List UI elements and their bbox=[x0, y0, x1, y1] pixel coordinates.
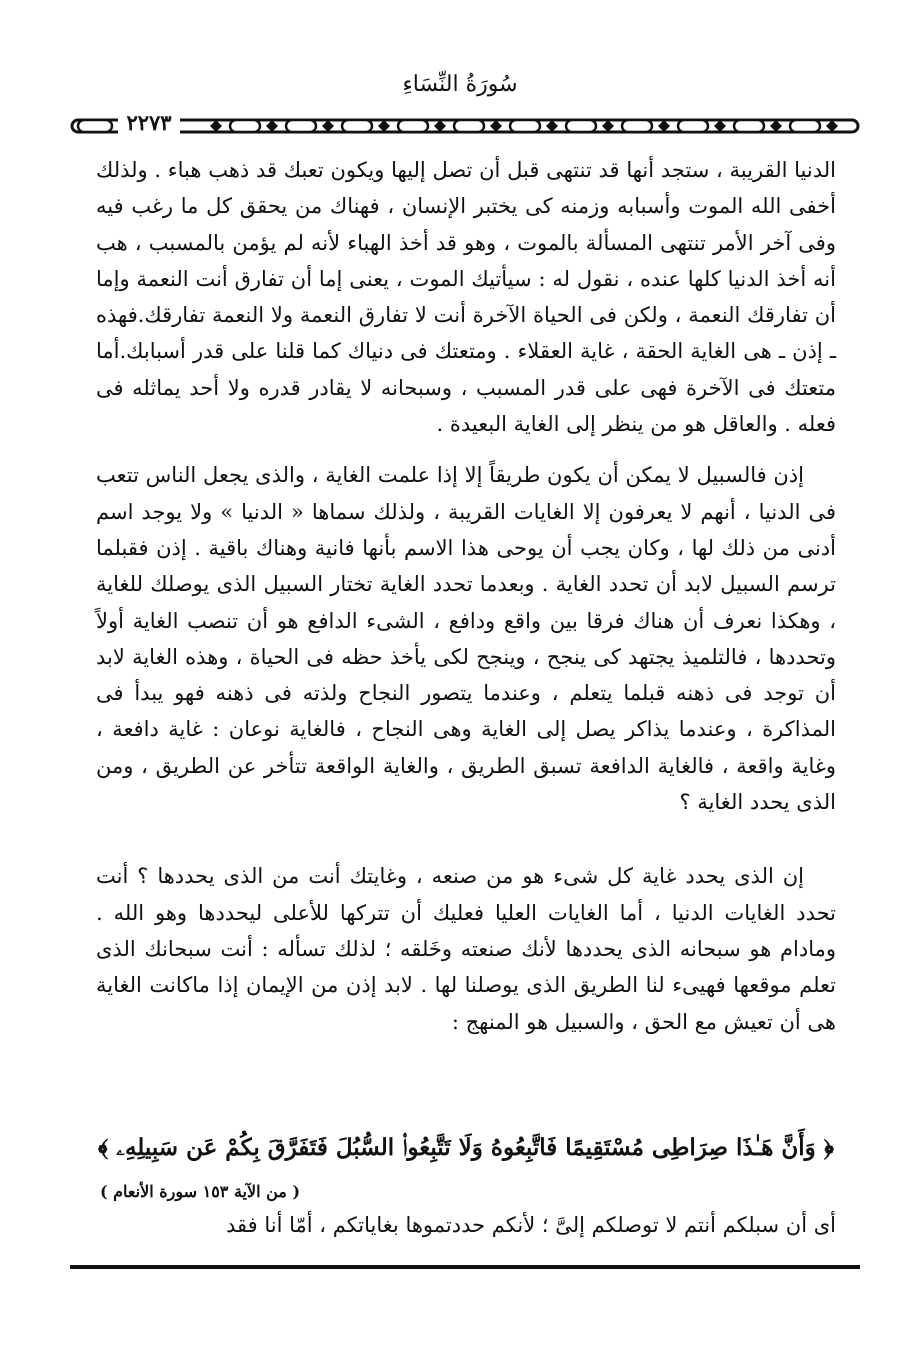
paragraph-2: إذن فالسبيل لا يمكن أن يكون طريقاً إلا إذا علمت الغاية ، والذى يجعل الناس تتعب فى الدنيا ، أنهم لا يعرفون إلا الغايات القريبة ، ولذلك سماها « الدنيا » ولا يوجد اسم أدنى من ذلك لها ، وكان يجب أن يوحى هذا الاسم بأنها فانية وهناك باقية . إذن فقبلما ترسم السبيل لابد أن تحدد الغاية . وبعدما تحدد الغاية تختار السبيل الذى يوصلك للغاية ، وهكذا نعرف أن هناك فرقا بين واقع ودافع ، الشىء الدافع هو أن تنصب الغاية أولاً وتحددها ، فالتلميذ يجتهد كى ينجح ، وينجح لكى يأخذ حظه فى الحياة ، وهذه الغاية لابد أن توجد فى ذهنه قبلما يتعلم ، وعندما يتصور النجاح ولذته فى ذهنه فهو يبدأ فى المذاكرة ، وعندما يذاكر يصل إلى الغاية وهى النجاح ، فالغاية نوعان : غاية دافعة ، وغاية واقعة ، فالغاية الدافعة تسبق الطريق ، والغاية الواقعة تتأخر عن الطريق ، ومن الذى يحدد الغاية ؟ bbox=[96, 463, 836, 815]
body-text bbox=[96, 152, 836, 1040]
closing-line: أى أن سبلكم أنتم لا توصلكم إلىَّ ؛ لأنكم حددتموها بغاياتكم ، أمّا أنا فقد bbox=[226, 1213, 836, 1237]
paragraph-3: إن الذى يحدد غاية كل شىء هو من صنعه ، وغايتك أنت من الذى يحددها ؟ أنت تحدد الغايات الدنيا ، أما الغايات العليا فعليك أن تتركها للأعلى ليحددها وهو الله . ومادام هو سبحانه الذى يحددها لأنك صنعته وخَلقه ؛ لذلك تسأله : أنت سبحانك الذى تعلم موقعها فهيىء لنا الطريق الذى يوصلنا لها . لابد إذن من الإيمان إذا ماكانت الغاية هى أن تعيش مع الحق ، والسبيل هو المنهج : bbox=[96, 864, 836, 1034]
page-number: ٢٢٧٣ bbox=[118, 108, 180, 138]
footer-rule bbox=[70, 1265, 860, 1269]
quran-verse: ﴿ وَأَنَّ هَـٰذَا صِرَاطِى مُسْتَقِيمًا فَاتَّبِعُوهُ وَلَا تَتَّبِعُوا۟ السُّبُلَ فَتَفَرَّقَ بِكُمْ عَن سَبِيلِهِۦ ﴾ bbox=[98, 1134, 834, 1161]
paragraph-1: الدنيا القريبة ، ستجد أنها قد تنتهى قبل أن تصل إليها ويكون تعبك قد ذهب هباء . ولذلك أخفى الله الموت وأسبابه وزمنه كى يختبر الإنسان ، فهناك من يحقق كل ما رغب فيه وفى آخر الأمر تنتهى المسألة بالموت ، وهو قد أخذ الهباء لأنه لم يؤمن بالمسبب ، هب أنه أخذ الدنيا كلها عنده ، نقول له : سيأتيك الموت ، يعنى إما أن تفارق أنت النعمة وإما أن تفارقك النعمة ، ولكن فى الحياة الآخرة أنت لا تفارق النعمة ولا النعمة تفارقك.فهذه ـ إذن ـ هى الغاية الحقة ، غاية العقلاء . ومتعتك فى دنياك كما قلنا على قدر أسبابك.أما متعتك فى الآخرة فهى على قدر المسبب ، وسبحانه لا يقادر قدره ولا أحد يماثله فى فعله . والعاقل هو من ينظر إلى الغاية البعيدة . bbox=[96, 158, 836, 437]
running-head: سُورَةُ النِّسَاءِ bbox=[402, 72, 518, 97]
header-ornament-border bbox=[70, 112, 860, 140]
verse-citation: ( من الآية ١٥٣ سورة الأنعام ) bbox=[100, 1182, 301, 1201]
